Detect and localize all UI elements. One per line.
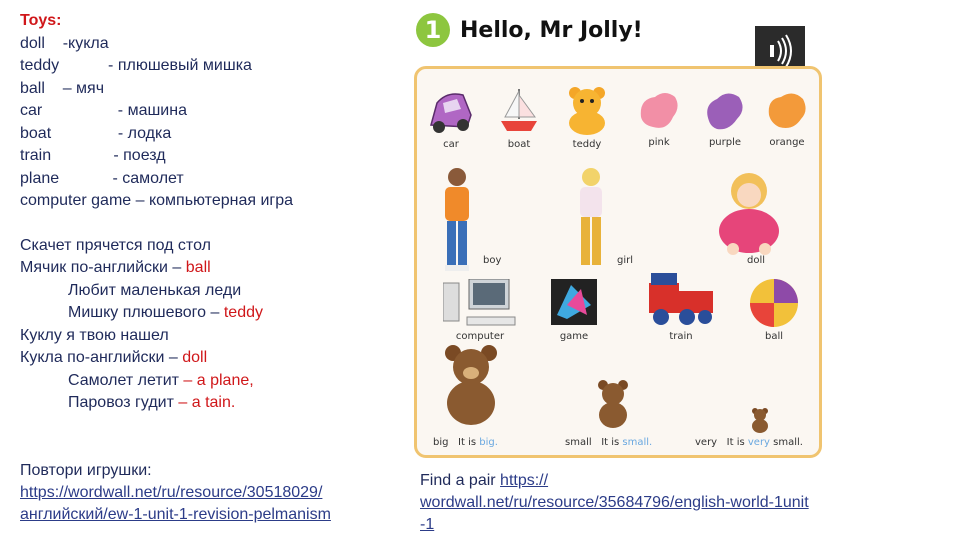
vocab-row: computer game – компьютерная игра (20, 192, 294, 209)
vocab-row: train - поезд (20, 147, 166, 164)
car-label: car (443, 139, 459, 150)
girl-picture (571, 165, 611, 277)
very-small-teddy-picture (749, 407, 771, 433)
vocab-row: plane - самолет (20, 169, 184, 187)
find-a-pair-line (420, 470, 890, 492)
ball-label: ball (764, 331, 784, 342)
book-title: Hello, Mr Jolly! (460, 17, 643, 43)
unit-number-badge: 1 (416, 13, 450, 47)
vocabulary-block (20, 10, 400, 415)
orange-label: orange (769, 137, 805, 148)
boy-picture (435, 165, 479, 277)
poem-line: Любит маленькая леди (68, 281, 242, 299)
teddy-picture (559, 83, 615, 150)
computer-picture (443, 279, 517, 342)
find-a-pair-label: Find a pair (420, 472, 501, 489)
vocab-row: doll -кукла (20, 34, 109, 52)
train-picture (643, 269, 719, 342)
small-teddy-picture (593, 379, 633, 431)
poem-line: Мишку плюшевого – teddy (68, 304, 263, 321)
poem-line: Куклу я твою нашел (20, 326, 169, 344)
poem-line: Скачет прячется под стол (20, 236, 211, 254)
repeat-label: Повтори игрушки: (20, 462, 152, 479)
big-teddy-picture (435, 343, 507, 433)
picture-dictionary-panel (414, 66, 822, 458)
very-small-caption: very It is very small. (695, 437, 803, 448)
boat-picture (497, 85, 541, 150)
purple-paint-splash (701, 87, 749, 148)
car-picture (427, 85, 475, 150)
vocab-heading: Toys: (20, 12, 62, 29)
doll-picture (711, 169, 787, 257)
poem-line: Кукла по-английски – doll (20, 349, 208, 366)
wordwall-pelmanism-link[interactable]: https://wordwall.net/ru/resource/30518029/ английский/ew-1-unit-1-revision-pelmanism (20, 484, 331, 523)
wordwall-find-pair-link[interactable]: wordwall.net/ru/resource/35684796/english-world-1unit -1 (420, 494, 809, 533)
vocab-row: boat - лодка (20, 124, 172, 142)
wordwall-find-pair-link-part[interactable]: https:// (500, 472, 549, 489)
boat-label: boat (507, 139, 531, 150)
small-caption: small It is small. (565, 437, 653, 448)
doll-label: doll (747, 255, 766, 266)
vocab-row: car - машина (20, 102, 187, 119)
book-header (416, 12, 643, 48)
big-caption: big It is big. (433, 437, 498, 448)
purple-label: purple (708, 137, 742, 148)
ball-picture (747, 277, 801, 342)
find-a-pair-block (420, 470, 890, 536)
boy-label: boy (483, 255, 502, 266)
repeat-toys-block (20, 460, 410, 526)
game-picture (547, 275, 601, 342)
teddy-label: teddy (572, 139, 602, 150)
poem-line: Мячик по-английски – ball (20, 259, 211, 276)
pink-paint-splash (635, 87, 683, 148)
train-label: train (669, 331, 693, 342)
poem-line: Паровоз гудит – a tain. (68, 394, 236, 411)
vocab-row: teddy - плюшевый мишка (20, 57, 252, 74)
pink-label: pink (648, 137, 670, 148)
poem-line: Самолет летит – a plane, (68, 371, 254, 389)
game-label: game (559, 331, 589, 342)
orange-paint-splash (763, 87, 811, 148)
girl-label: girl (617, 255, 634, 266)
computer-label: computer (455, 331, 505, 342)
vocab-row: ball – мяч (20, 79, 105, 97)
